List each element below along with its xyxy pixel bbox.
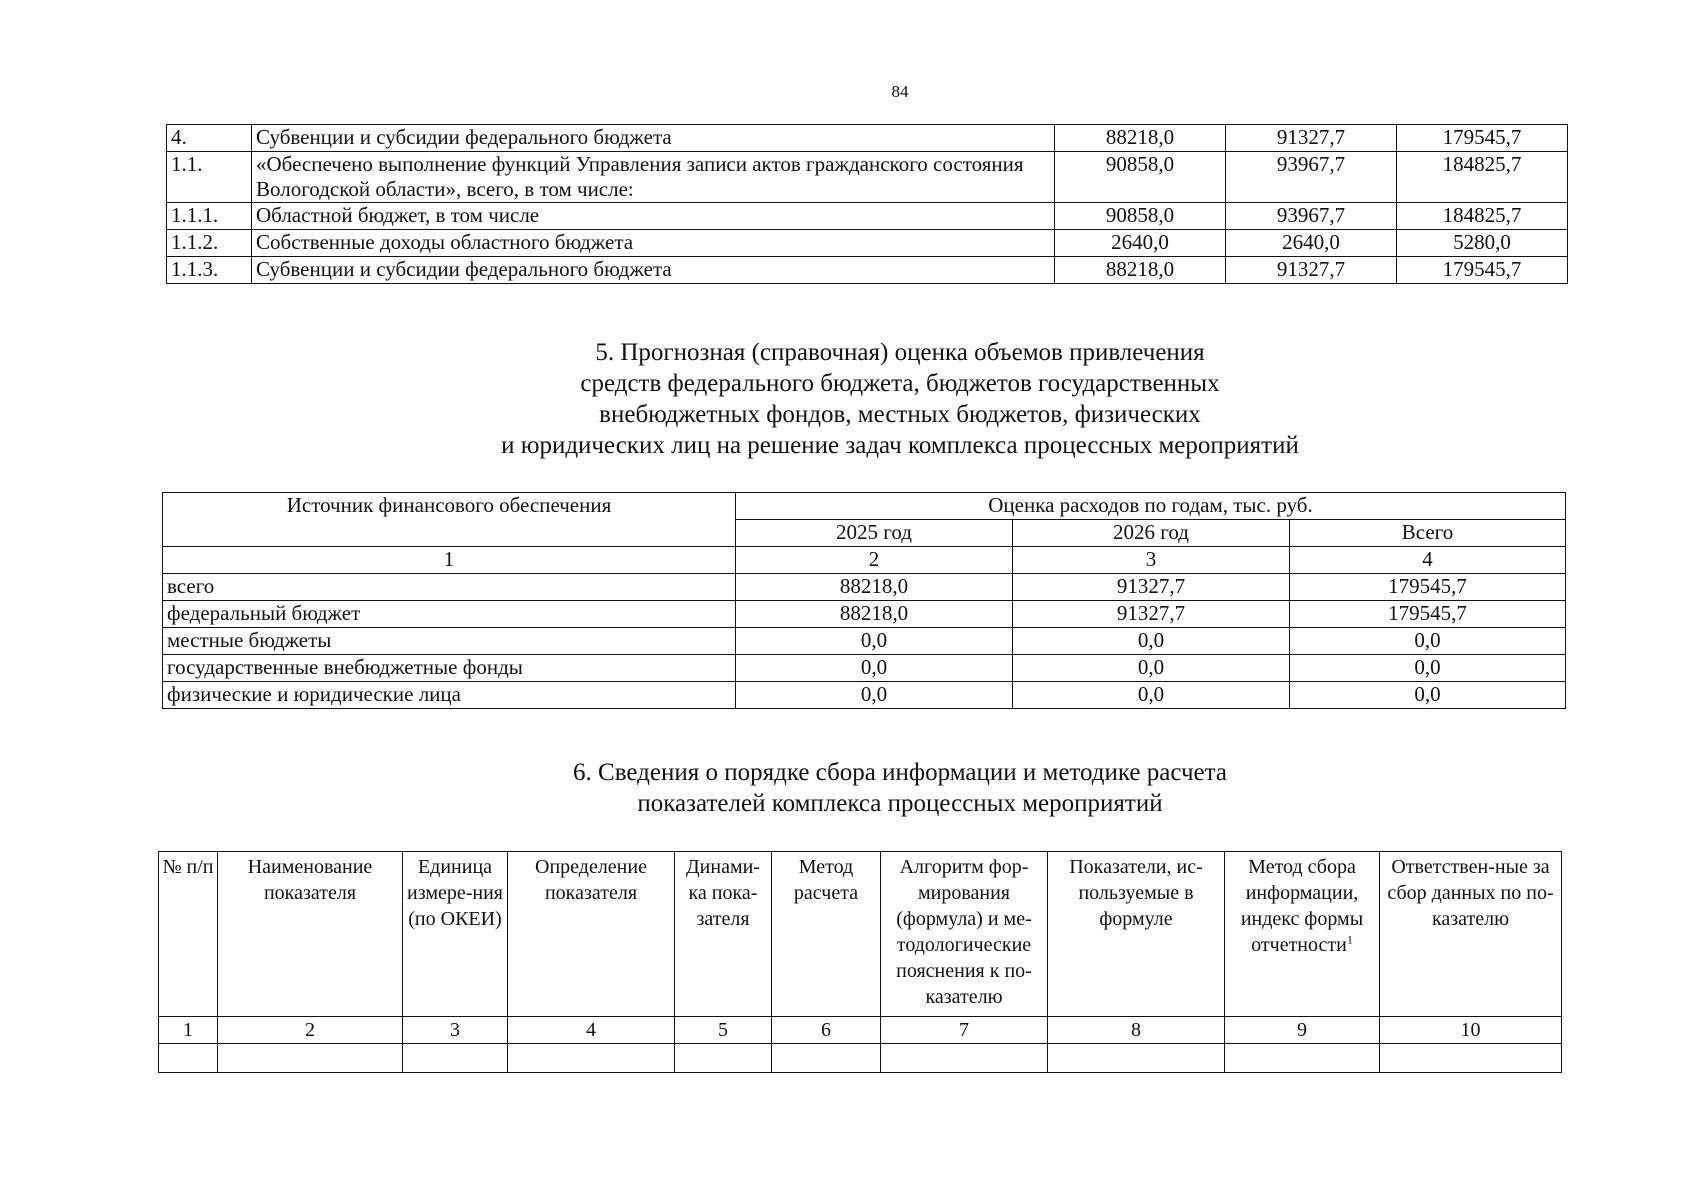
value-2026: 93967,7 <box>1226 203 1397 230</box>
empty-cell <box>772 1044 881 1073</box>
header-definition: Определение показателя <box>508 852 675 1017</box>
value-2026: 93967,7 <box>1226 152 1397 203</box>
table-row <box>167 230 1568 257</box>
row-name: Областной бюджет, в том числе <box>252 203 1055 230</box>
value-total: 179545,7 <box>1397 125 1568 152</box>
col-index: 9 <box>1225 1017 1380 1044</box>
row-name: «Обеспечено выполнение функций Управления записи актов гражданского состояния Вологодской области», всего, в том числе: <box>252 152 1055 203</box>
col-index: 4 <box>508 1017 675 1044</box>
col-index: 10 <box>1380 1017 1562 1044</box>
value-2026: 0,0 <box>1013 655 1290 682</box>
col-index: 4 <box>1290 547 1566 574</box>
col-index: 8 <box>1048 1017 1225 1044</box>
header-collection-method <box>1225 852 1380 1017</box>
funding-sources-table <box>162 492 1566 709</box>
value-total: 5280,0 <box>1397 230 1568 257</box>
funding-summary-table <box>166 124 1568 284</box>
value-2026: 91327,7 <box>1013 574 1290 601</box>
header-indicator-name: Наименование показателя <box>218 852 403 1017</box>
table-row <box>163 628 1566 655</box>
value-total: 179545,7 <box>1290 574 1566 601</box>
col-index: 2 <box>218 1017 403 1044</box>
value-2025: 0,0 <box>736 628 1013 655</box>
value-2026: 91327,7 <box>1226 125 1397 152</box>
title-line: и юридических лиц на решение задач комплекса процессных мероприятий <box>501 432 1299 459</box>
table-row <box>159 1044 1562 1073</box>
page-number: 84 <box>891 82 909 101</box>
header-row <box>159 852 1562 1017</box>
title-line: внебюджетных фондов, местных бюджетов, физических <box>599 401 1201 428</box>
value-total: 179545,7 <box>1397 257 1568 284</box>
value-total: 0,0 <box>1290 682 1566 709</box>
header-total: Всего <box>1290 520 1566 547</box>
footnote-mark: 1 <box>1346 932 1353 947</box>
value-2026: 0,0 <box>1013 682 1290 709</box>
title-line: 6. Сведения о порядке сбора информации и методике расчета <box>573 759 1227 786</box>
value-2026: 91327,7 <box>1226 257 1397 284</box>
empty-cell <box>1380 1044 1562 1073</box>
row-number: 4. <box>167 125 252 152</box>
header-2026: 2026 год <box>1013 520 1290 547</box>
value-2025: 88218,0 <box>1055 125 1226 152</box>
col-index: 3 <box>403 1017 508 1044</box>
header-row <box>163 493 1566 520</box>
header-responsible: Ответствен-ные за сбор данных по по-казателю <box>1380 852 1562 1017</box>
value-total: 184825,7 <box>1397 203 1568 230</box>
header-dynamics: Динами-ка пока-зателя <box>675 852 772 1017</box>
header-collection-method-text: Метод сбора информации, индекс формы отчетности <box>1240 856 1364 956</box>
col-index: 1 <box>163 547 736 574</box>
value-2026: 91327,7 <box>1013 601 1290 628</box>
value-2025: 2640,0 <box>1055 230 1226 257</box>
header-source: Источник финансового обеспечения <box>163 493 736 547</box>
col-index: 1 <box>159 1017 218 1044</box>
empty-cell <box>218 1044 403 1073</box>
header-algorithm: Алгоритм фор-мирования (формула) и ме-тодологические пояснения к по-казателю <box>881 852 1048 1017</box>
value-total: 0,0 <box>1290 655 1566 682</box>
source-name: физические и юридические лица <box>163 682 736 709</box>
table-row <box>163 574 1566 601</box>
row-number: 1.1.1. <box>167 203 252 230</box>
header-unit: Единица измере-ния (по ОКЕИ) <box>403 852 508 1017</box>
empty-cell <box>675 1044 772 1073</box>
indicator-methodology-table <box>158 851 1562 1073</box>
header-formula-indicators: Показатели, ис-пользуемые в формуле <box>1048 852 1225 1017</box>
header-calc-method: Метод расчета <box>772 852 881 1017</box>
value-2025: 88218,0 <box>1055 257 1226 284</box>
header-number: № п/п <box>159 852 218 1017</box>
col-index: 3 <box>1013 547 1290 574</box>
value-total: 0,0 <box>1290 628 1566 655</box>
title-line: 5. Прогнозная (справочная) оценка объемов привлечения <box>595 339 1205 366</box>
section-5-title <box>0 337 1697 461</box>
index-row <box>159 1017 1562 1044</box>
source-name: всего <box>163 574 736 601</box>
value-2026: 2640,0 <box>1226 230 1397 257</box>
title-line: средств федерального бюджета, бюджетов государственных <box>580 370 1220 397</box>
value-total: 184825,7 <box>1397 152 1568 203</box>
row-name: Собственные доходы областного бюджета <box>252 230 1055 257</box>
col-index: 7 <box>881 1017 1048 1044</box>
source-name: местные бюджеты <box>163 628 736 655</box>
empty-cell <box>159 1044 218 1073</box>
col-index: 6 <box>772 1017 881 1044</box>
value-2025: 0,0 <box>736 682 1013 709</box>
row-number: 1.1.3. <box>167 257 252 284</box>
table-row <box>167 152 1568 203</box>
value-total: 179545,7 <box>1290 601 1566 628</box>
value-2025: 88218,0 <box>736 574 1013 601</box>
table-row <box>167 125 1568 152</box>
header-estimate: Оценка расходов по годам, тыс. руб. <box>736 493 1566 520</box>
table-row <box>163 682 1566 709</box>
table-row <box>167 203 1568 230</box>
section-6-title <box>0 757 1697 819</box>
source-name: федеральный бюджет <box>163 601 736 628</box>
title-line: показателей комплекса процессных мероприятий <box>637 790 1163 817</box>
value-2025: 90858,0 <box>1055 152 1226 203</box>
col-index: 5 <box>675 1017 772 1044</box>
row-number: 1.1.2. <box>167 230 252 257</box>
empty-cell <box>1225 1044 1380 1073</box>
table-row <box>163 601 1566 628</box>
empty-cell <box>1048 1044 1225 1073</box>
value-2025: 88218,0 <box>736 601 1013 628</box>
row-name: Субвенции и субсидии федерального бюджета <box>252 125 1055 152</box>
row-name: Субвенции и субсидии федерального бюджета <box>252 257 1055 284</box>
empty-cell <box>508 1044 675 1073</box>
table-row <box>163 655 1566 682</box>
table-row <box>167 257 1568 284</box>
header-2025: 2025 год <box>736 520 1013 547</box>
source-name: государственные внебюджетные фонды <box>163 655 736 682</box>
row-number: 1.1. <box>167 152 252 203</box>
col-index: 2 <box>736 547 1013 574</box>
empty-cell <box>881 1044 1048 1073</box>
value-2025: 90858,0 <box>1055 203 1226 230</box>
empty-cell <box>403 1044 508 1073</box>
value-2026: 0,0 <box>1013 628 1290 655</box>
index-row <box>163 547 1566 574</box>
value-2025: 0,0 <box>736 655 1013 682</box>
